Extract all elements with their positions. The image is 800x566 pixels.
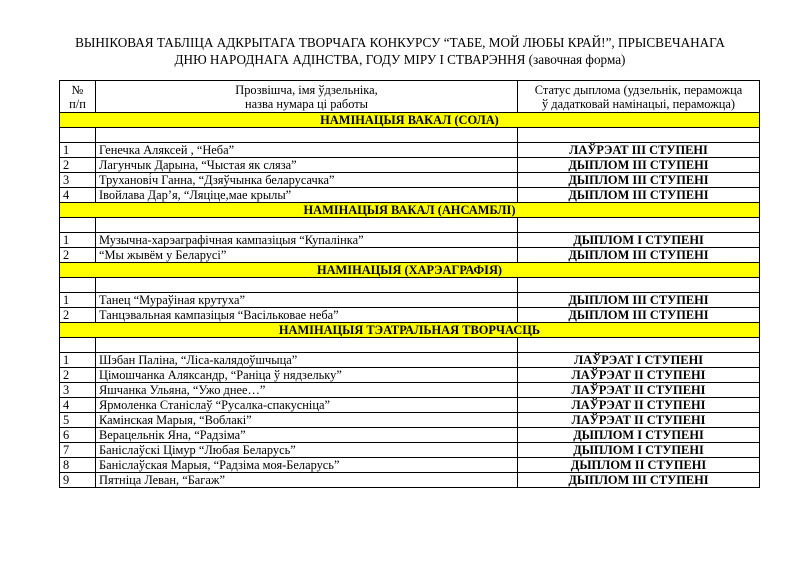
- participant-cell: Яшчанка Ульяна, “Ужо днее…”: [96, 383, 518, 398]
- row-number-cell: 1: [60, 353, 96, 368]
- status-cell: ЛАЎРЭАТ ІІ СТУПЕНІ: [518, 368, 760, 383]
- participant-cell: Цімошчанка Аляксандр, “Раніца ў нядзельку”: [96, 368, 518, 383]
- document-title: [0, 34, 800, 68]
- status-cell: ДЫПЛОМ ІІ СТУПЕНІ: [518, 458, 760, 473]
- row-number-cell: 1: [60, 143, 96, 158]
- row-number-cell: 3: [60, 383, 96, 398]
- header-participant: [96, 81, 518, 113]
- status-cell: ДЫПЛОМ І СТУПЕНІ: [518, 443, 760, 458]
- participant-cell: Генечка Аляксей , “Неба”: [96, 143, 518, 158]
- row-number-cell: 2: [60, 248, 96, 263]
- status-cell: ДЫПЛОМ І СТУПЕНІ: [518, 428, 760, 443]
- row-number-cell: 2: [60, 308, 96, 323]
- document-title-line-1: ВЫНІКОВАЯ ТАБЛІЦА АДКРЫТАГА ТВОРЧАГА КОНКУРСУ “ТАБЕ, МОЙ ЛЮБЫ КРАЙ!”, ПРЫСВЕЧАНАГА: [75, 35, 725, 50]
- spacer-cell: [60, 278, 96, 293]
- row-number-cell: 4: [60, 188, 96, 203]
- spacer-row: [60, 218, 760, 233]
- participant-cell: Пятніца Леван, “Багаж”: [96, 473, 518, 488]
- spacer-cell: [518, 128, 760, 143]
- participant-cell: Танец “Мураўіная крутуха”: [96, 293, 518, 308]
- participant-cell: Шэбан Паліна, “Ліса-калядоўшчыца”: [96, 353, 518, 368]
- header-number-line-2: п/п: [69, 96, 86, 111]
- status-cell: ЛАЎРЭАТ ІІ СТУПЕНІ: [518, 398, 760, 413]
- participant-cell: Труханові́ч Ганна, “Дзяўчынка беларусачка”: [96, 173, 518, 188]
- participant-cell: Баніслаўскі Цімур “Любая Беларусь”: [96, 443, 518, 458]
- participant-cell: Ярмоленка Станіслаў “Русалка-спакусніца”: [96, 398, 518, 413]
- row-number-cell: 4: [60, 398, 96, 413]
- participant-cell: Музычна-харэаграфічная кампазіцыя “Купалінка”: [96, 233, 518, 248]
- participant-cell: Лагунчык Дарына, “Чыстая як сляза”: [96, 158, 518, 173]
- spacer-cell: [518, 218, 760, 233]
- category-row: [60, 113, 760, 128]
- row-number-cell: 5: [60, 413, 96, 428]
- row-number-cell: 1: [60, 293, 96, 308]
- status-cell: ДЫПЛОМ І СТУПЕНІ: [518, 233, 760, 248]
- table-row: [60, 368, 760, 383]
- table-header-row: [60, 81, 760, 113]
- category-title: НАМІНАЦЫЯ ВАКАЛ (АНСАМБЛІ): [60, 203, 760, 218]
- table-row: [60, 308, 760, 323]
- spacer-row: [60, 278, 760, 293]
- header-status-line-2: ў дадатковай намінацыі, пераможца): [541, 96, 735, 111]
- status-cell: ДЫПЛОМ ІІІ СТУПЕНІ: [518, 188, 760, 203]
- spacer-cell: [60, 218, 96, 233]
- results-table-body: [60, 81, 760, 488]
- table-row: [60, 443, 760, 458]
- spacer-cell: [518, 338, 760, 353]
- category-title: НАМІНАЦЫЯ ВАКАЛ (СОЛА): [60, 113, 760, 128]
- header-status: [518, 81, 760, 113]
- table-row: [60, 158, 760, 173]
- table-row: [60, 248, 760, 263]
- table-row: [60, 173, 760, 188]
- status-cell: ДЫПЛОМ ІІІ СТУПЕНІ: [518, 293, 760, 308]
- table-row: [60, 188, 760, 203]
- table-row: [60, 458, 760, 473]
- spacer-cell: [96, 218, 518, 233]
- spacer-cell: [60, 338, 96, 353]
- table-row: [60, 473, 760, 488]
- spacer-cell: [96, 278, 518, 293]
- row-number-cell: 7: [60, 443, 96, 458]
- header-status-line-1: Статус дыплома (удзельнік, пераможца: [534, 82, 743, 97]
- category-row: [60, 203, 760, 218]
- status-cell: ДЫПЛОМ ІІІ СТУПЕНІ: [518, 473, 760, 488]
- row-number-cell: 8: [60, 458, 96, 473]
- table-row: [60, 353, 760, 368]
- category-row: [60, 263, 760, 278]
- status-cell: ЛАЎРЭАТ ІІ СТУПЕНІ: [518, 383, 760, 398]
- status-cell: ДЫПЛОМ ІІІ СТУПЕНІ: [518, 308, 760, 323]
- table-row: [60, 143, 760, 158]
- table-row: [60, 233, 760, 248]
- status-cell: ЛАЎРЭАТ ІІ СТУПЕНІ: [518, 413, 760, 428]
- participant-cell: Камінская Марыя, “Воблакі”: [96, 413, 518, 428]
- spacer-cell: [96, 128, 518, 143]
- spacer-cell: [518, 278, 760, 293]
- status-cell: ЛАЎРЭАТ І СТУПЕНІ: [518, 353, 760, 368]
- table-row: [60, 413, 760, 428]
- participant-cell: “Мы жывём у Беларусі”: [96, 248, 518, 263]
- table-row: [60, 383, 760, 398]
- category-row: [60, 323, 760, 338]
- results-table: [59, 80, 760, 488]
- spacer-row: [60, 128, 760, 143]
- status-cell: ДЫПЛОМ ІІІ СТУПЕНІ: [518, 173, 760, 188]
- participant-cell: Івойлава Дар’я, “Ляціце,мае крылы”: [96, 188, 518, 203]
- document-title-line-2: ДНЮ НАРОДНАГА АДІНСТВА, ГОДУ МІРУ І СТВАРЭННЯ (завочная форма): [174, 52, 626, 67]
- row-number-cell: 2: [60, 158, 96, 173]
- row-number-cell: 1: [60, 233, 96, 248]
- spacer-cell: [60, 128, 96, 143]
- category-title: НАМІНАЦЫЯ (ХАРЭАГРАФІЯ): [60, 263, 760, 278]
- header-participant-line-2: назва нумара ці работы: [245, 96, 368, 111]
- row-number-cell: 2: [60, 368, 96, 383]
- status-cell: ДЫПЛОМ ІІІ СТУПЕНІ: [518, 158, 760, 173]
- table-row: [60, 428, 760, 443]
- header-number-line-1: №: [71, 82, 84, 97]
- status-cell: ДЫПЛОМ ІІІ СТУПЕНІ: [518, 248, 760, 263]
- participant-cell: Верацельнік Яна, “Радзіма”: [96, 428, 518, 443]
- header-participant-line-1: Прозвішча, імя ўдзельніка,: [235, 82, 378, 97]
- table-row: [60, 398, 760, 413]
- row-number-cell: 6: [60, 428, 96, 443]
- table-row: [60, 293, 760, 308]
- header-number: [60, 81, 96, 113]
- spacer-row: [60, 338, 760, 353]
- participant-cell: Баніслаўская Марыя, “Радзіма моя-Беларусь”: [96, 458, 518, 473]
- row-number-cell: 9: [60, 473, 96, 488]
- status-cell: ЛАЎРЭАТ ІІІ СТУПЕНІ: [518, 143, 760, 158]
- participant-cell: Танцэвальная кампазіцыя “Васільковаe неба”: [96, 308, 518, 323]
- row-number-cell: 3: [60, 173, 96, 188]
- spacer-cell: [96, 338, 518, 353]
- category-title: НАМІНАЦЫЯ ТЭАТРАЛЬНАЯ ТВОРЧАСЦЬ: [60, 323, 760, 338]
